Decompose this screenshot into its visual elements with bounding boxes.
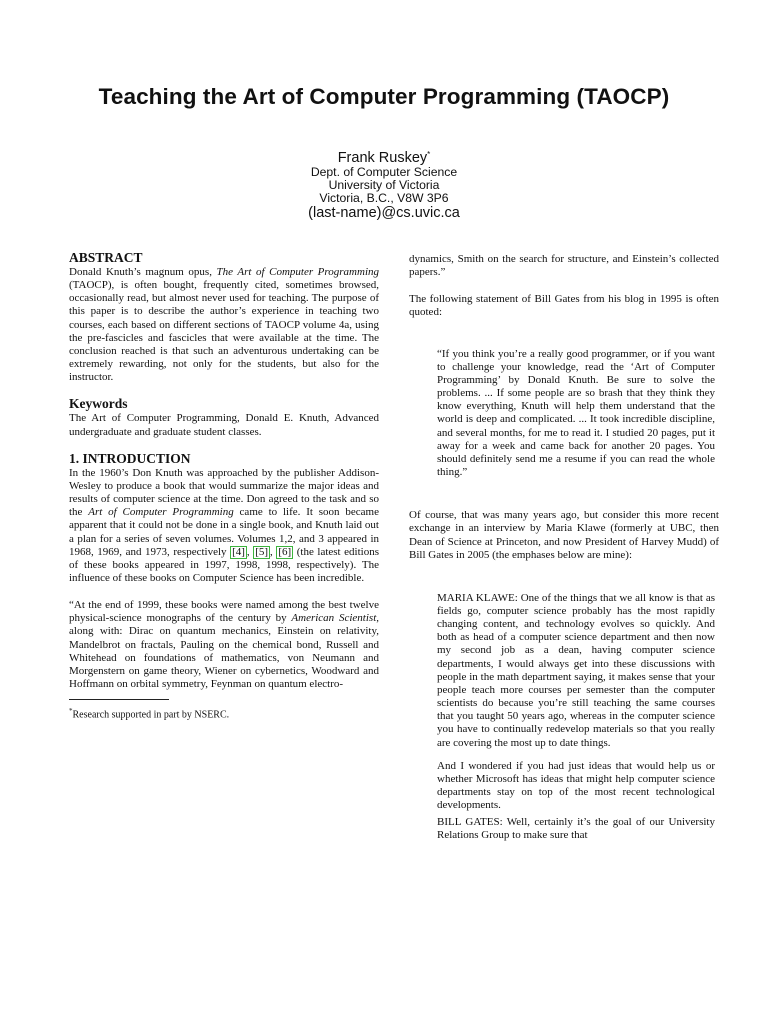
keywords-text: The Art of Computer Programming, Donald E. Knuth, Advanced undergraduate and graduate student classes.	[69, 412, 379, 438]
abstract-text: Donald Knuth’s magnum opus, The Art of Computer Programming (TAOCP), is often bought, frequently cited, sometimes browsed, occasionally read, but almost never used for teaching. The purpose of this paper is to describe the author’s experience in teaching two courses, each based on different sections of TAOCP volume 4a, using the pre-fascicles and fascicles that were available at the time. The conclusion reached is that such an adventurous undertaking can be extremely rewarding, not only for the students, but also for the instructor.	[69, 266, 380, 384]
author-footnote-mark: *	[427, 150, 431, 159]
introduction-heading: 1. INTRODUCTION	[69, 450, 191, 466]
author-name: Frank Ruskey*	[337, 150, 431, 166]
quote-continuation: dynamics, Smith on the search for structure, and Einstein’s collected papers.”	[409, 253, 719, 279]
klawe-question-1: MARIA KLAWE: One of the things that we all know is that as fields go, computer science probably has the most rapidly changing content, and technology evolves so quickly. And both as head of a computer science department and then now my second job as a dean, having computer science departments, I would always get into these discussions with people in the math department saying, it makes sense that your people teach more courses per semester than the computer scientists do because you’re still teaching the same courses that you taught 50 years ago, whereas in the computer science you have to continually redevelop materials so that you really are covering the most up to date things.	[437, 591, 715, 749]
gates-quote: “If you think you’re a really good programmer, or if you want to challenge your knowledge, read the ‘Art of Computer Programming’ by Donald Knuth. Be sure to solve the problems. ... If some people are so brash that they think they know everything, Knuth will help them understand that the world is deep and complicated. ... It took incredible discipline, and several months, for me to read it. I studied 20 pages, put it away for a week and came back for another 20 pages. You should definitely send me a resume if you can read the whole thing.”	[437, 347, 715, 479]
keywords-heading: Keywords	[69, 396, 128, 412]
abstract-heading: ABSTRACT	[69, 250, 143, 265]
gates-answer: BILL GATES: Well, certainly it’s the goal of our University Relations Group to make sure that	[437, 816, 715, 842]
citation-link-6[interactable]: [6]	[278, 545, 292, 558]
author-block	[0, 150, 768, 222]
citation-link-4[interactable]: [4]	[232, 545, 245, 558]
gates-intro-paragraph: The following statement of Bill Gates from his blog in 1995 is often quoted:	[409, 293, 719, 319]
intro-paragraph-2: “At the end of 1999, these books were named among the best twelve physical-science monographs of the century by American Scientist, along with: Dirac on quantum mechanics, Einstein on relativity, Mandelbrot on fractals, Pauling on the chemical bond, Russell and Whitehead on foundations of mathematics, von Neumann and Morgenstern on game theory, Wiener on cybernetics, Woodward and Hoffmann on orbital symmetry, Feynman on quantum electro-	[69, 599, 379, 691]
author-address: Victoria, B.C., V8W 3P6	[319, 191, 449, 205]
intro-paragraph-1: In the 1960’s Don Knuth was approached by the publisher Addison-Wesley to produce a book that would summarize the major ideas and results of computer science at the time. Don agreed to the task and so the Art of Computer Programming came to life. It soon became apparent that it could not be done in a single book, and Knuth laid out a plan for a series of seven volumes. Volumes 1,2, and 3 appeared in 1968, 1969, and 1973, respectively [4] , [5] , [6] (the latest editions of these books appeared in 1997, 1998, 1998, respectively). The influence of these books on Computer Science has been incredible.	[69, 466, 380, 584]
right-column	[409, 253, 719, 843]
citation-link-5[interactable]: [5]	[255, 545, 269, 558]
klawe-intro-paragraph: Of course, that was many years ago, but consider this more recent exchange in an interview by Maria Klawe (formerly at UBC, then Dean of Science at Princeton, and now President of Harvey Mudd) of Bill Gates in 2005 (the emphases below are mine):	[409, 509, 719, 561]
author-email: (last-name)@cs.uvic.ca	[308, 205, 460, 221]
author-department: Dept. of Computer Science	[310, 165, 458, 179]
footnote-rule	[69, 699, 169, 700]
footnote: *Research supported in part by NSERC.	[69, 707, 230, 721]
left-column	[69, 250, 379, 722]
paper-title: Teaching the Art of Computer Programming (TAOCP)	[98, 84, 670, 109]
author-university: University of Victoria	[328, 178, 440, 192]
klawe-question-2: And I wondered if you had just ideas that would help us or whether Microsoft has ideas that might help computer science departments stay on top of the most recent technological developments.	[437, 759, 715, 812]
